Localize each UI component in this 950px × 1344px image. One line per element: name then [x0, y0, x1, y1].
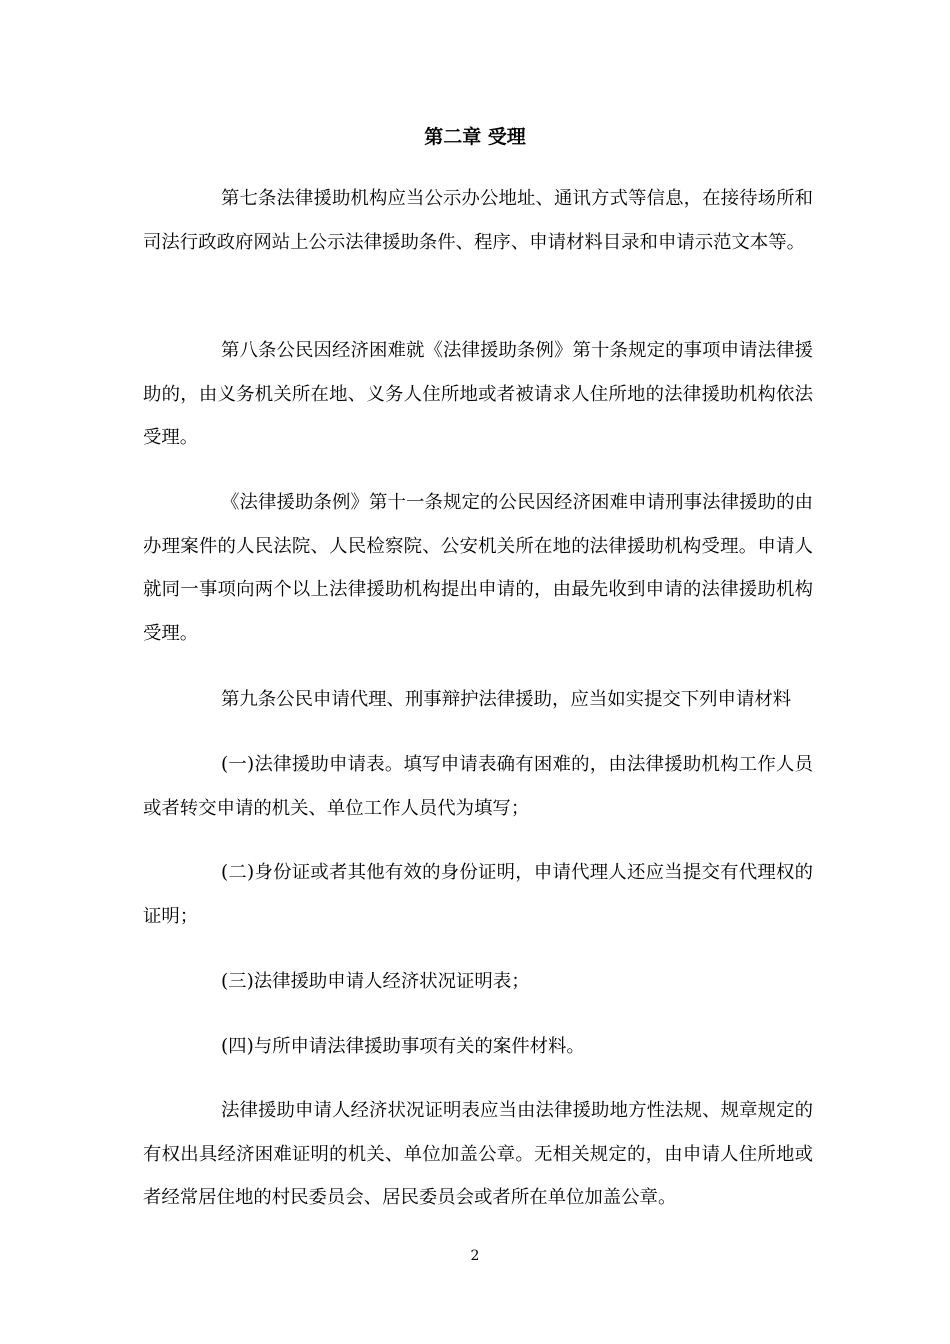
page-number: 2 [470, 1248, 480, 1264]
regulation-article-11-paragraph: 《法律援助条例》第十一条规定的公民因经济困难申请刑事法律援助的由办理案件的人民法院、人民检察院、公安机关所在地的法律援助机构受理。申请人就同一事项向两个以上法律援助机构提出申请的，由最先收到申请的法律援助机构受理。 [143, 492, 813, 644]
article-7-paragraph: 第七条法律援助机构应当公示办公地址、通讯方式等信息，在接待场所和司法行政政府网站上公示法律援助条件、程序、申请材料目录和申请示范文本等。 [143, 188, 813, 253]
economic-status-paragraph: 法律援助申请人经济状况证明表应当由法律援助地方性法规、规章规定的有权出具经济困难证明的机关、单位加盖公章。无相关规定的，由申请人住所地或者经常居住地的村民委员会、居民委员会或者所在单位加盖公章。 [143, 1100, 813, 1208]
article-8-paragraph: 第八条公民因经济困难就《法律援助条例》第十条规定的事项申请法律援助的，由义务机关所在地、义务人住所地或者被请求人住所地的法律援助机构依法受理。 [143, 340, 813, 448]
item-2-paragraph: (二)身份证或者其他有效的身份证明，申请代理人还应当提交有代理权的证明； [143, 862, 813, 927]
article-9-paragraph: 第九条公民申请代理、刑事辩护法律援助，应当如实提交下列申请材料 [221, 689, 792, 710]
item-3-paragraph: (三)法律援助申请人经济状况证明表； [221, 971, 530, 992]
item-1-paragraph: (一)法律援助申请表。填写申请表确有困难的，由法律援助机构工作人员或者转交申请的机关、单位工作人员代为填写； [143, 754, 813, 819]
chapter-title: 第二章 受理 [424, 126, 526, 148]
item-4-paragraph: (四)与所申请法律援助事项有关的案件材料。 [221, 1036, 585, 1057]
